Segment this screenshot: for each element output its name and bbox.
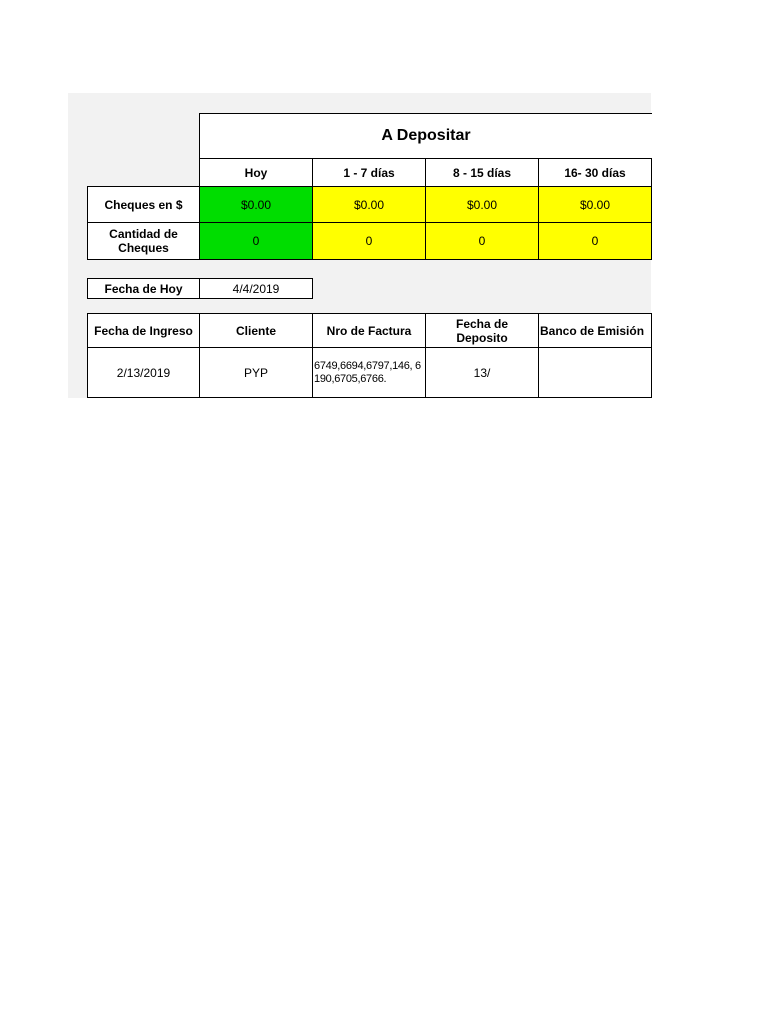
cheques-1-7[interactable] [312,186,426,223]
header-16-30-label: 16- 30 días [564,165,626,180]
detail-header-nro-factura-label: Nro de Factura [326,323,412,338]
detail-fecha-ingreso-value: 2/13/2019 [116,365,171,380]
row-label-cheques[interactable] [87,186,200,223]
cheques-hoy-value: $0.00 [240,197,272,212]
header-1-7[interactable] [312,158,426,187]
detail-header-fecha-deposito[interactable] [425,313,539,348]
detail-nro-factura-value: 6749,6694,6797,146, 6190,6705,6766. [314,359,421,385]
today-label-cell[interactable] [87,278,200,299]
cheques-16-30[interactable] [538,186,652,223]
header-16-30[interactable] [538,158,652,187]
summary-title: A Depositar [381,127,471,144]
detail-header-cliente[interactable] [199,313,313,348]
today-label: Fecha de Hoy [104,281,183,296]
detail-header-fecha-ingreso[interactable] [87,313,200,348]
detail-cliente-value: PYP [243,365,268,380]
detail-cliente[interactable] [199,347,313,398]
cheques-hoy[interactable] [199,186,313,223]
detail-header-fecha-ingreso-label: Fecha de Ingreso [94,323,193,338]
row-label-cheques-text: Cheques en $ [104,197,183,212]
row-label-cantidad[interactable] [87,222,200,260]
cantidad-16-30[interactable] [538,222,652,260]
cantidad-16-30-value: 0 [591,234,599,248]
header-hoy[interactable] [199,158,313,187]
header-1-7-label: 1 - 7 días [343,165,395,180]
header-8-15-label: 8 - 15 días [452,165,512,180]
cheques-1-7-value: $0.00 [353,197,385,212]
cantidad-8-15-value: 0 [478,234,486,248]
detail-header-fecha-deposito-label: Fecha de Deposito [455,316,509,345]
cheques-16-30-value: $0.00 [579,197,611,212]
cantidad-8-15[interactable] [425,222,539,260]
cantidad-1-7-value: 0 [365,234,373,248]
today-value: 4/4/2019 [232,281,280,296]
detail-fecha-deposito[interactable] [425,347,539,398]
today-value-cell[interactable] [199,278,313,299]
detail-header-nro-factura[interactable] [312,313,426,348]
detail-fecha-ingreso[interactable] [87,347,200,398]
detail-header-banco-label: Banco de Emisión [540,323,645,338]
detail-header-cliente-label: Cliente [235,323,276,338]
detail-fecha-deposito-value: 13/ [473,365,491,380]
detail-header-banco[interactable] [538,313,652,348]
cantidad-hoy[interactable] [199,222,313,260]
cantidad-1-7[interactable] [312,222,426,260]
cheques-8-15[interactable] [425,186,539,223]
summary-title-cell[interactable] [199,113,652,159]
detail-banco[interactable] [538,347,652,398]
cheques-8-15-value: $0.00 [466,197,498,212]
header-hoy-label: Hoy [244,165,268,180]
cantidad-hoy-value: 0 [252,234,260,248]
detail-nro-factura[interactable] [312,347,426,398]
header-8-15[interactable] [425,158,539,187]
row-label-cantidad-text: Cantidad de Cheques [109,227,178,255]
